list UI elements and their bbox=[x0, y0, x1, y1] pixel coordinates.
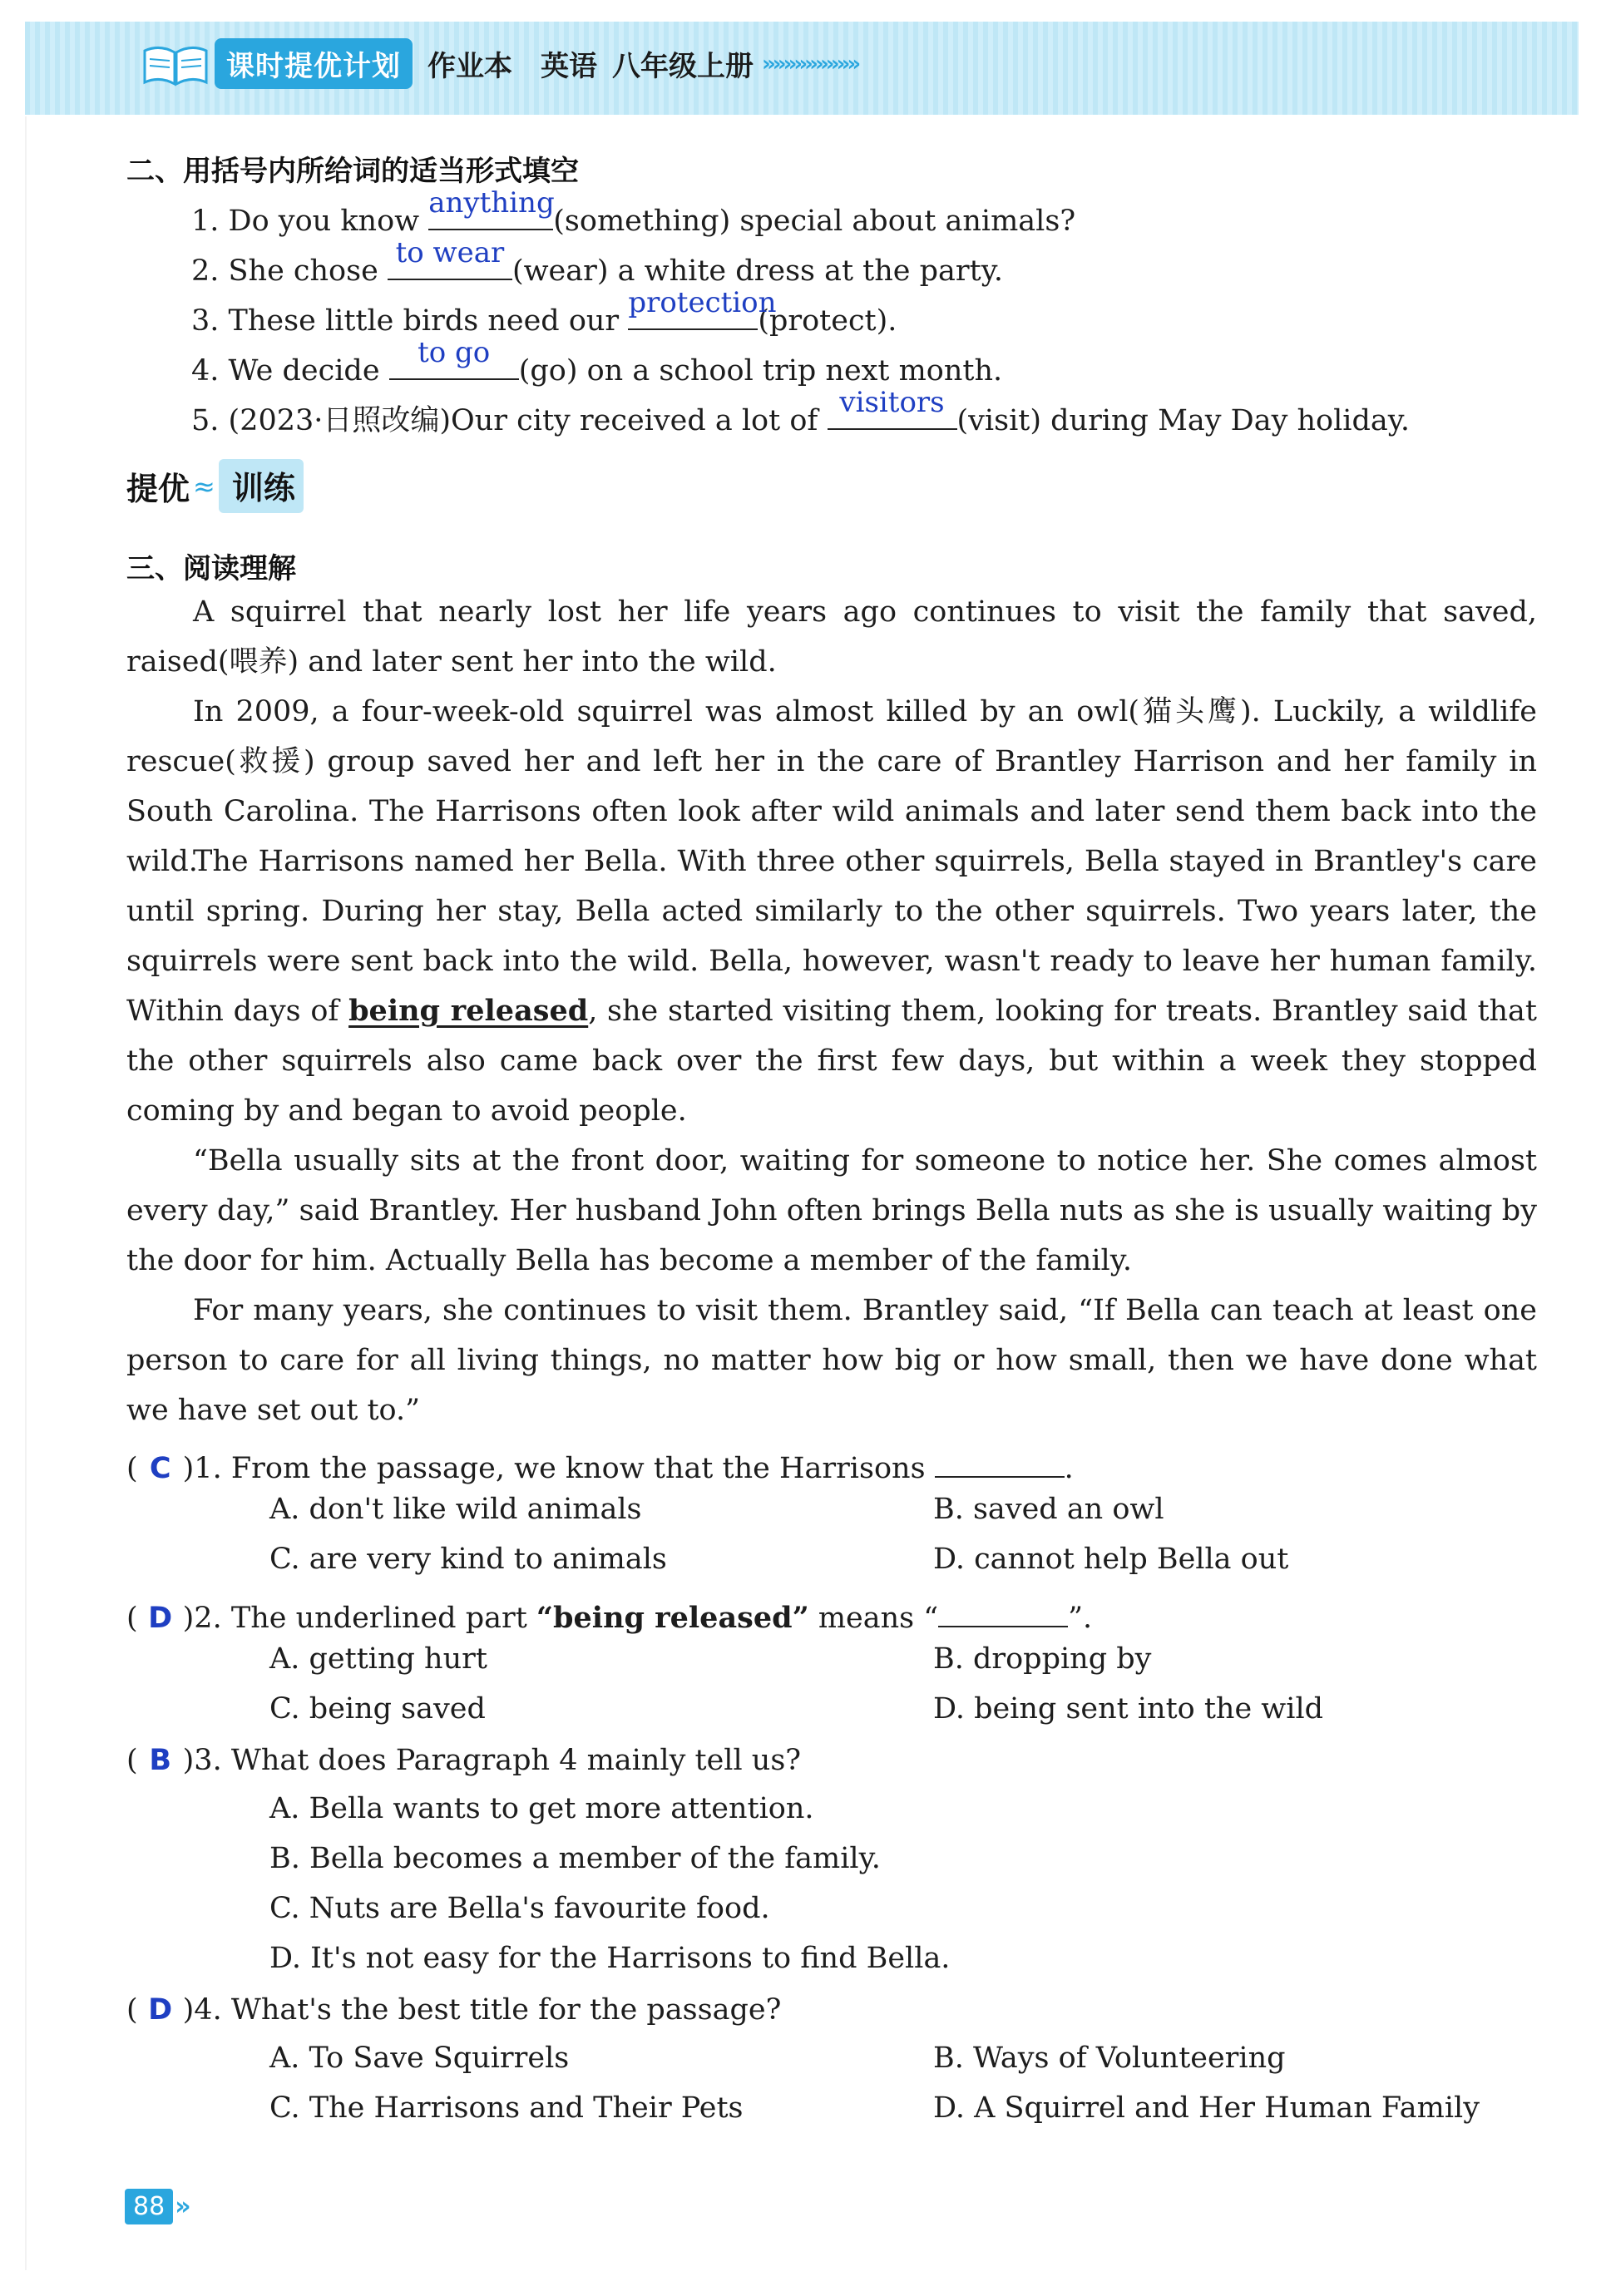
question-2: ( D )2. The underlined part “being released” means “ ”. bbox=[126, 1597, 1092, 1633]
answer-blank[interactable] bbox=[428, 186, 555, 230]
fill-item-3: 3. These little birds need our protection (protect). bbox=[191, 286, 897, 338]
answer-choice[interactable]: C bbox=[149, 1452, 171, 1485]
option-a: A. Bella wants to get more attention. bbox=[269, 1792, 814, 1825]
passage-paragraph-4: “Bella usually sits at the front door, waiting for someone to notice her. She comes almost every day,” said Brantley. Her husband John often brings Bella nuts as she is usually waiting by the door for him. Actually Bella has become a member of the family. bbox=[126, 1144, 1537, 1277]
option-a: A. don't like wild animals bbox=[269, 1493, 642, 1526]
chevron-right-icon: » bbox=[175, 2192, 186, 2221]
training-badge: 提优 ≈ 训练 bbox=[126, 459, 304, 513]
option-c: C. being saved bbox=[269, 1692, 486, 1726]
answer-blank[interactable] bbox=[389, 336, 519, 380]
option-b: B. Ways of Volunteering bbox=[933, 2042, 1286, 2075]
handwritten-answer: to go bbox=[418, 336, 491, 369]
answer-blank bbox=[938, 1597, 1068, 1627]
handwritten-answer: anything bbox=[428, 186, 555, 220]
fill-item-2: 2. She chose to wear (wear) a white dress at the party. bbox=[191, 236, 1003, 288]
header-logo-row bbox=[141, 38, 857, 89]
option-d: D. cannot help Bella out bbox=[933, 1543, 1289, 1576]
fill-item-5: 5. (2023·日照改编)Our city received a lot of visitors (visit) during May Day holiday. bbox=[191, 386, 1411, 437]
fill-item-4: 4. We decide to go (go) on a school trip next month. bbox=[191, 336, 1003, 388]
option-d: D. being sent into the wild bbox=[933, 1692, 1324, 1726]
answer-choice[interactable]: D bbox=[148, 1993, 173, 2027]
question-4: ( D )4. What's the best title for the passage? bbox=[126, 1993, 782, 2027]
fill-item-1: 1. Do you know anything (something) special about animals? bbox=[191, 186, 1076, 238]
subject-label: 英语 bbox=[541, 50, 597, 83]
option-c: C. The Harrisons and Their Pets bbox=[269, 2091, 744, 2125]
handwritten-answer: to wear bbox=[395, 236, 505, 269]
passage-paragraph-1: A squirrel that nearly lost her life years ago continues to visit the family that saved, raised(喂养) and later sent her into the wild. bbox=[126, 595, 1537, 679]
answer-blank[interactable] bbox=[388, 236, 512, 280]
passage-paragraph-2: In 2009, a four-week-old squirrel was almost killed by an owl(猫头鹰). Luckily, a wildlife rescue(救援) group saved her and left her in the care of Brantley Harrison and her family in South Carolina. The Harrisons often look after wild animals and later send them back into the wild. bbox=[126, 695, 1537, 878]
grade-label: 八年级上册 bbox=[612, 50, 754, 83]
underlined-phrase: being released bbox=[348, 994, 589, 1028]
option-d: D. A Squirrel and Her Human Family bbox=[933, 2091, 1480, 2125]
page-header bbox=[25, 22, 1579, 115]
book-type: 作业本 bbox=[427, 50, 512, 83]
handwritten-answer: visitors bbox=[839, 386, 945, 419]
option-c: C. are very kind to animals bbox=[269, 1543, 667, 1576]
question-3: ( B )3. What does Paragraph 4 mainly tell us? bbox=[126, 1744, 802, 1777]
option-b: B. dropping by bbox=[933, 1642, 1152, 1676]
option-b: B. saved an owl bbox=[933, 1493, 1164, 1526]
answer-blank[interactable] bbox=[628, 286, 777, 330]
open-book-icon bbox=[141, 39, 210, 89]
option-c: C. Nuts are Bella's favourite food. bbox=[269, 1892, 770, 1925]
section2-title: 二、用括号内所给词的适当形式填空 bbox=[126, 155, 579, 188]
passage-paragraph-3: The Harrisons named her Bella. With three other squirrels, Bella stayed in Brantley's care until spring. During her stay, Bella acted similarly to the other squirrels. Two years later, the squirrels were sent back into the wild. Bella, however, wasn't ready to leave her human family. Within days of being released, she started visiting them, looking for treats. Brantley said that the other squirrels also came back over the first few days, but within a week they stopped coming by and began to avoid people. bbox=[126, 845, 1537, 1128]
answer-choice[interactable]: D bbox=[148, 1602, 173, 1635]
option-a: A. To Save Squirrels bbox=[269, 2042, 570, 2075]
margin-rule bbox=[25, 116, 27, 2270]
handwritten-answer: protection bbox=[628, 286, 777, 319]
swirl-icon: ≈ bbox=[193, 470, 215, 502]
question-1: ( C )1. From the passage, we know that the Harrisons . bbox=[126, 1447, 1074, 1484]
page-number: 88 » bbox=[125, 2189, 186, 2224]
answer-blank bbox=[935, 1447, 1065, 1478]
brand-label: 课时提优计划 bbox=[215, 38, 413, 89]
answer-blank[interactable] bbox=[828, 386, 957, 430]
option-a: A. getting hurt bbox=[269, 1642, 487, 1676]
passage-paragraph-5: For many years, she continues to visit them. Brantley said, “If Bella can teach at least one person to care for all living things, no matter how big or how small, then we have done what we have set out to.” bbox=[126, 1294, 1537, 1427]
option-d: D. It's not easy for the Harrisons to find Bella. bbox=[269, 1942, 951, 1975]
answer-choice[interactable]: B bbox=[149, 1744, 171, 1777]
section3-title: 三、阅读理解 bbox=[126, 552, 296, 585]
header-chevrons: »»»»»»»»» bbox=[762, 51, 858, 77]
option-b: B. Bella becomes a member of the family. bbox=[269, 1842, 881, 1875]
